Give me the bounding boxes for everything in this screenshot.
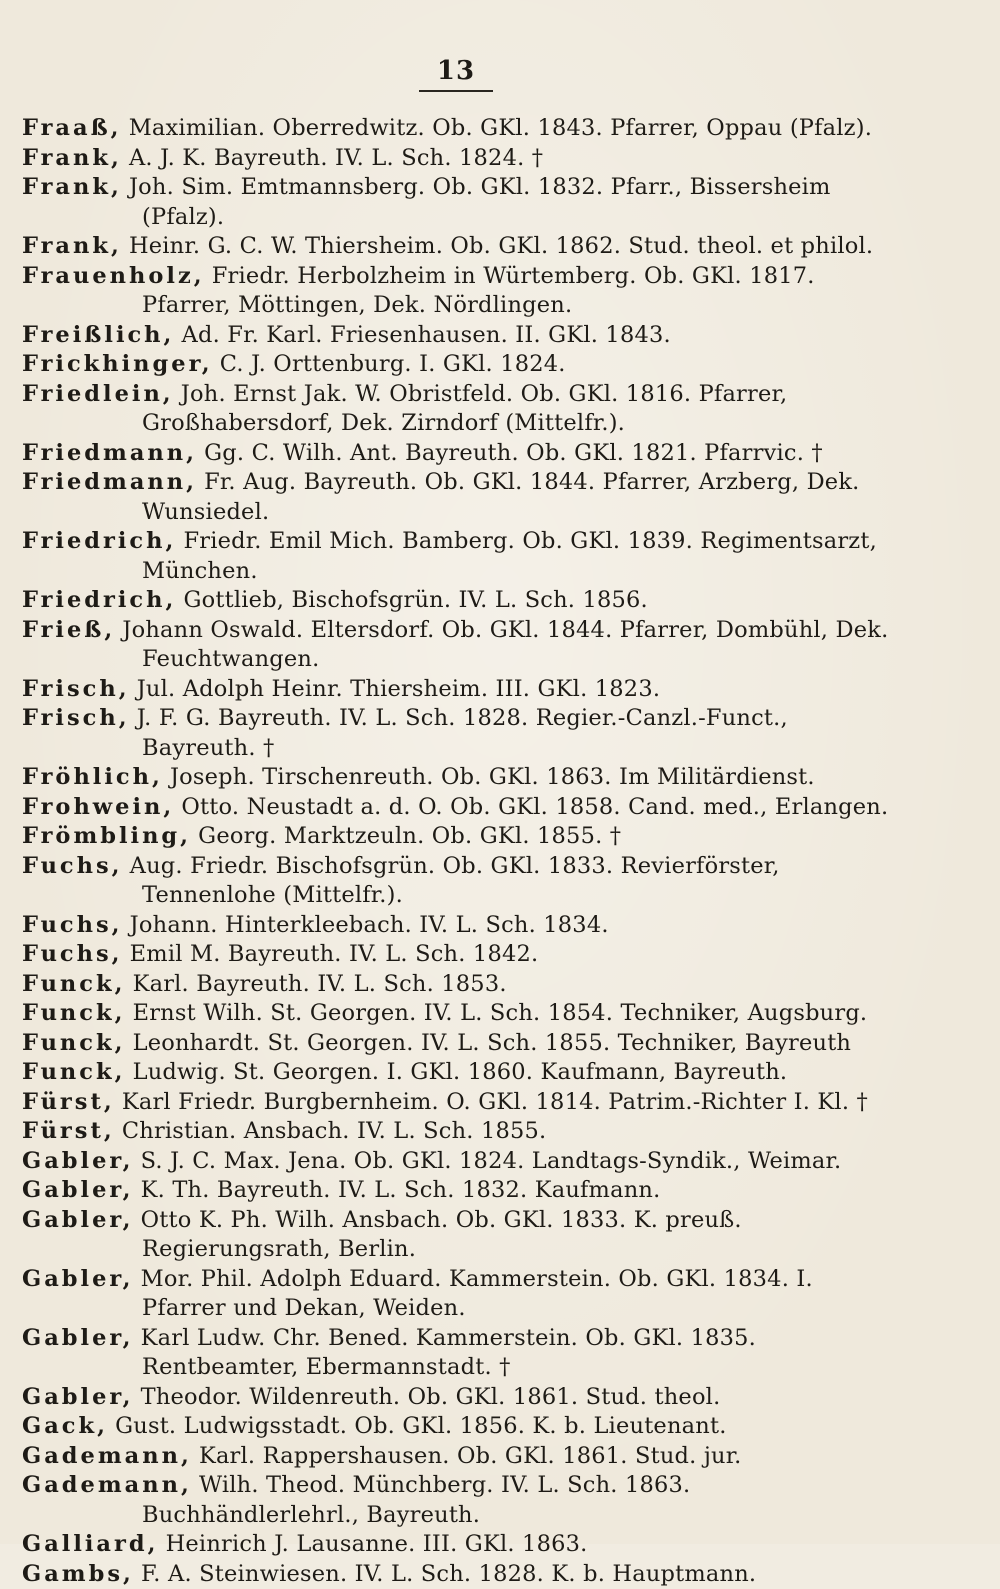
register-entry [22,350,890,380]
entry-details: Heinrich J. Lausanne. III. GKl. 1863. [166,1531,588,1557]
entry-surname: Gabler, [22,1384,133,1410]
register-entry [22,1412,890,1442]
entry-surname: Friedlein, [22,381,174,407]
register-entry [22,321,890,351]
register-entry [22,1029,890,1059]
entry-surname: Freißlich, [22,322,174,348]
entry-surname: Frank, [22,174,122,200]
entry-details: Friedr. Herbolzheim in Würtemberg. Ob. GKl. 1817. Pfarrer, Möttingen, Dek. Nördlingen. [142,263,815,319]
entry-surname: Fuchs, [22,941,123,967]
entry-details: Heinr. G. C. W. Thiersheim. Ob. GKl. 1862. Stud. theol. et philol. [129,233,873,259]
entry-details: Christian. Ansbach. IV. L. Sch. 1855. [122,1118,547,1144]
entry-surname: Fürst, [22,1089,115,1115]
register-entry [22,822,890,852]
register-entry [22,970,890,1000]
register-entry [22,1117,890,1147]
entry-details: Johann. Hinterkleebach. IV. L. Sch. 1834. [130,912,609,938]
entry-details: Fr. Aug. Bayreuth. Ob. GKl. 1844. Pfarrer, Arzberg, Dek. Wunsiedel. [142,469,860,525]
register-entry [22,1206,890,1265]
entry-surname: Friedmann, [22,469,197,495]
entry-surname: Fraaß, [22,115,122,141]
register-entry [22,1176,890,1206]
entry-surname: Gabler, [22,1325,133,1351]
entry-surname: Fuchs, [22,912,123,938]
entry-details: K. Th. Bayreuth. IV. L. Sch. 1832. Kaufmann. [141,1177,661,1203]
register-entry [22,527,890,586]
register-entry [22,144,890,174]
register-entry [22,940,890,970]
entry-surname: Frisch, [22,705,130,731]
entry-details: Wilh. Theod. Münchberg. IV. L. Sch. 1863. Buchhändlerlehrl., Bayreuth. [142,1472,690,1528]
entry-surname: Friedmann, [22,440,197,466]
entry-details: A. J. K. Bayreuth. IV. L. Sch. 1824. † [129,145,543,171]
entry-details: Mor. Phil. Adolph Eduard. Kammerstein. Ob. GKl. 1834. I. Pfarrer und Dekan, Weiden. [141,1266,813,1322]
entry-surname: Fuchs, [22,853,123,879]
entry-surname: Frömbling, [22,823,191,849]
register-entry [22,1324,890,1383]
entry-details: Aug. Friedr. Bischofsgrün. Ob. GKl. 1833. Revierförster, Tennenlohe (Mittelfr.). [130,853,780,909]
entry-surname: Friedrich, [22,587,176,613]
entry-surname: Gabler, [22,1266,133,1292]
entry-details: Karl Friedr. Burgbernheim. O. GKl. 1814. Patrim.-Richter I. Kl. † [122,1089,868,1115]
register-entry [22,586,890,616]
entry-surname: Frank, [22,145,122,171]
register-entry [22,1265,890,1324]
register-entry [22,114,890,144]
entry-surname: Gabler, [22,1148,133,1174]
register-entries [22,114,890,1589]
register-entry [22,232,890,262]
register-entry [22,675,890,705]
register-entry [22,616,890,675]
entry-details: Ernst Wilh. St. Georgen. IV. L. Sch. 1854. Techniker, Augsburg. [133,1000,868,1026]
register-entry [22,1383,890,1413]
register-entry [22,1058,890,1088]
entry-details: Maximilian. Oberredwitz. Ob. GKl. 1843. Pfarrer, Oppau (Pfalz). [129,115,872,141]
entry-details: Theodor. Wildenreuth. Ob. GKl. 1861. Stud. theol. [141,1384,721,1410]
entry-details: Jul. Adolph Heinr. Thiersheim. III. GKl. 1823. [137,676,660,702]
entry-details: Johann Oswald. Eltersdorf. Ob. GKl. 1844. Pfarrer, Dombühl, Dek. Feuchtwangen. [122,617,888,673]
entry-surname: Gademann, [22,1472,192,1498]
entry-surname: Frohwein, [22,794,174,820]
entry-surname: Friedrich, [22,528,176,554]
entry-surname: Fröhlich, [22,764,163,790]
register-entry [22,468,890,527]
entry-details: Otto K. Ph. Wilh. Ansbach. Ob. GKl. 1833. K. preuß. Regierungsrath, Berlin. [141,1207,742,1263]
entry-details: Gg. C. Wilh. Ant. Bayreuth. Ob. GKl. 1821. Pfarrvic. † [204,440,823,466]
register-entry [22,262,890,321]
page-number-text: 13 [419,56,493,92]
entry-surname: Funck, [22,971,125,997]
entry-surname: Frank, [22,233,122,259]
entry-details: Joh. Sim. Emtmannsberg. Ob. GKl. 1832. Pfarr., Bissersheim (Pfalz). [129,174,831,230]
entry-surname: Funck, [22,1000,125,1026]
register-entry [22,763,890,793]
entry-details: S. J. C. Max. Jena. Ob. GKl. 1824. Landtags-Syndik., Weimar. [141,1148,842,1174]
entry-details: Friedr. Emil Mich. Bamberg. Ob. GKl. 1839. Regimentsarzt, München. [142,528,877,584]
entry-details: Joseph. Tirschenreuth. Ob. GKl. 1863. Im Militärdienst. [170,764,815,790]
entry-details: Georg. Marktzeuln. Ob. GKl. 1855. † [198,823,621,849]
register-entry [22,999,890,1029]
entry-details: Leonhardt. St. Georgen. IV. L. Sch. 1855. Techniker, Bayreuth [133,1030,852,1056]
entry-surname: Funck, [22,1030,125,1056]
entry-details: Ludwig. St. Georgen. I. GKl. 1860. Kaufmann, Bayreuth. [133,1059,788,1085]
entry-surname: Frauenholz, [22,263,205,289]
entry-details: Otto. Neustadt a. d. O. Ob. GKl. 1858. Cand. med., Erlangen. [181,794,888,820]
register-entry [22,852,890,911]
entry-details: J. F. G. Bayreuth. IV. L. Sch. 1828. Regier.-Canzl.-Funct., Bayreuth. † [137,705,788,761]
entry-surname: Gademann, [22,1443,192,1469]
entry-surname: Gack, [22,1413,108,1439]
entry-details: F. A. Steinwiesen. IV. L. Sch. 1828. K. b. Hauptmann. [141,1561,756,1587]
entry-surname: Gambs, [22,1561,134,1587]
entry-surname: Galliard, [22,1531,158,1557]
entry-details: Joh. Ernst Jak. W. Obristfeld. Ob. GKl. 1816. Pfarrer, Großhabersdorf, Dek. Zirndorf (Mittelfr.). [142,381,787,437]
entry-details: Ad. Fr. Karl. Friesenhausen. II. GKl. 1843. [182,322,671,348]
register-entry [22,704,890,763]
entry-details: Karl. Rappershausen. Ob. GKl. 1861. Stud. jur. [199,1443,742,1469]
entry-surname: Frieß, [22,617,115,643]
entry-details: Emil M. Bayreuth. IV. L. Sch. 1842. [130,941,539,967]
register-entry [22,439,890,469]
entry-details: Gottlieb, Bischofsgrün. IV. L. Sch. 1856. [183,587,647,613]
register-entry [22,1560,890,1589]
entry-details: Karl. Bayreuth. IV. L. Sch. 1853. [133,971,507,997]
entry-surname: Frickhinger, [22,351,213,377]
entry-surname: Frisch, [22,676,130,702]
entry-surname: Gabler, [22,1207,133,1233]
register-entry [22,380,890,439]
entry-surname: Gabler, [22,1177,133,1203]
register-entry [22,1088,890,1118]
register-entry [22,1147,890,1177]
page-number [22,56,890,92]
register-entry [22,793,890,823]
entry-details: Karl Ludw. Chr. Bened. Kammerstein. Ob. GKl. 1835. Rentbeamter, Ebermannstadt. † [141,1325,756,1381]
register-entry [22,1442,890,1472]
register-entry [22,1530,890,1560]
entry-details: Gust. Ludwigsstadt. Ob. GKl. 1856. K. b. Lieutenant. [115,1413,726,1439]
register-entry [22,911,890,941]
entry-surname: Fürst, [22,1118,115,1144]
register-entry [22,1471,890,1530]
entry-surname: Funck, [22,1059,125,1085]
register-entry [22,173,890,232]
entry-details: C. J. Orttenburg. I. GKl. 1824. [220,351,566,377]
